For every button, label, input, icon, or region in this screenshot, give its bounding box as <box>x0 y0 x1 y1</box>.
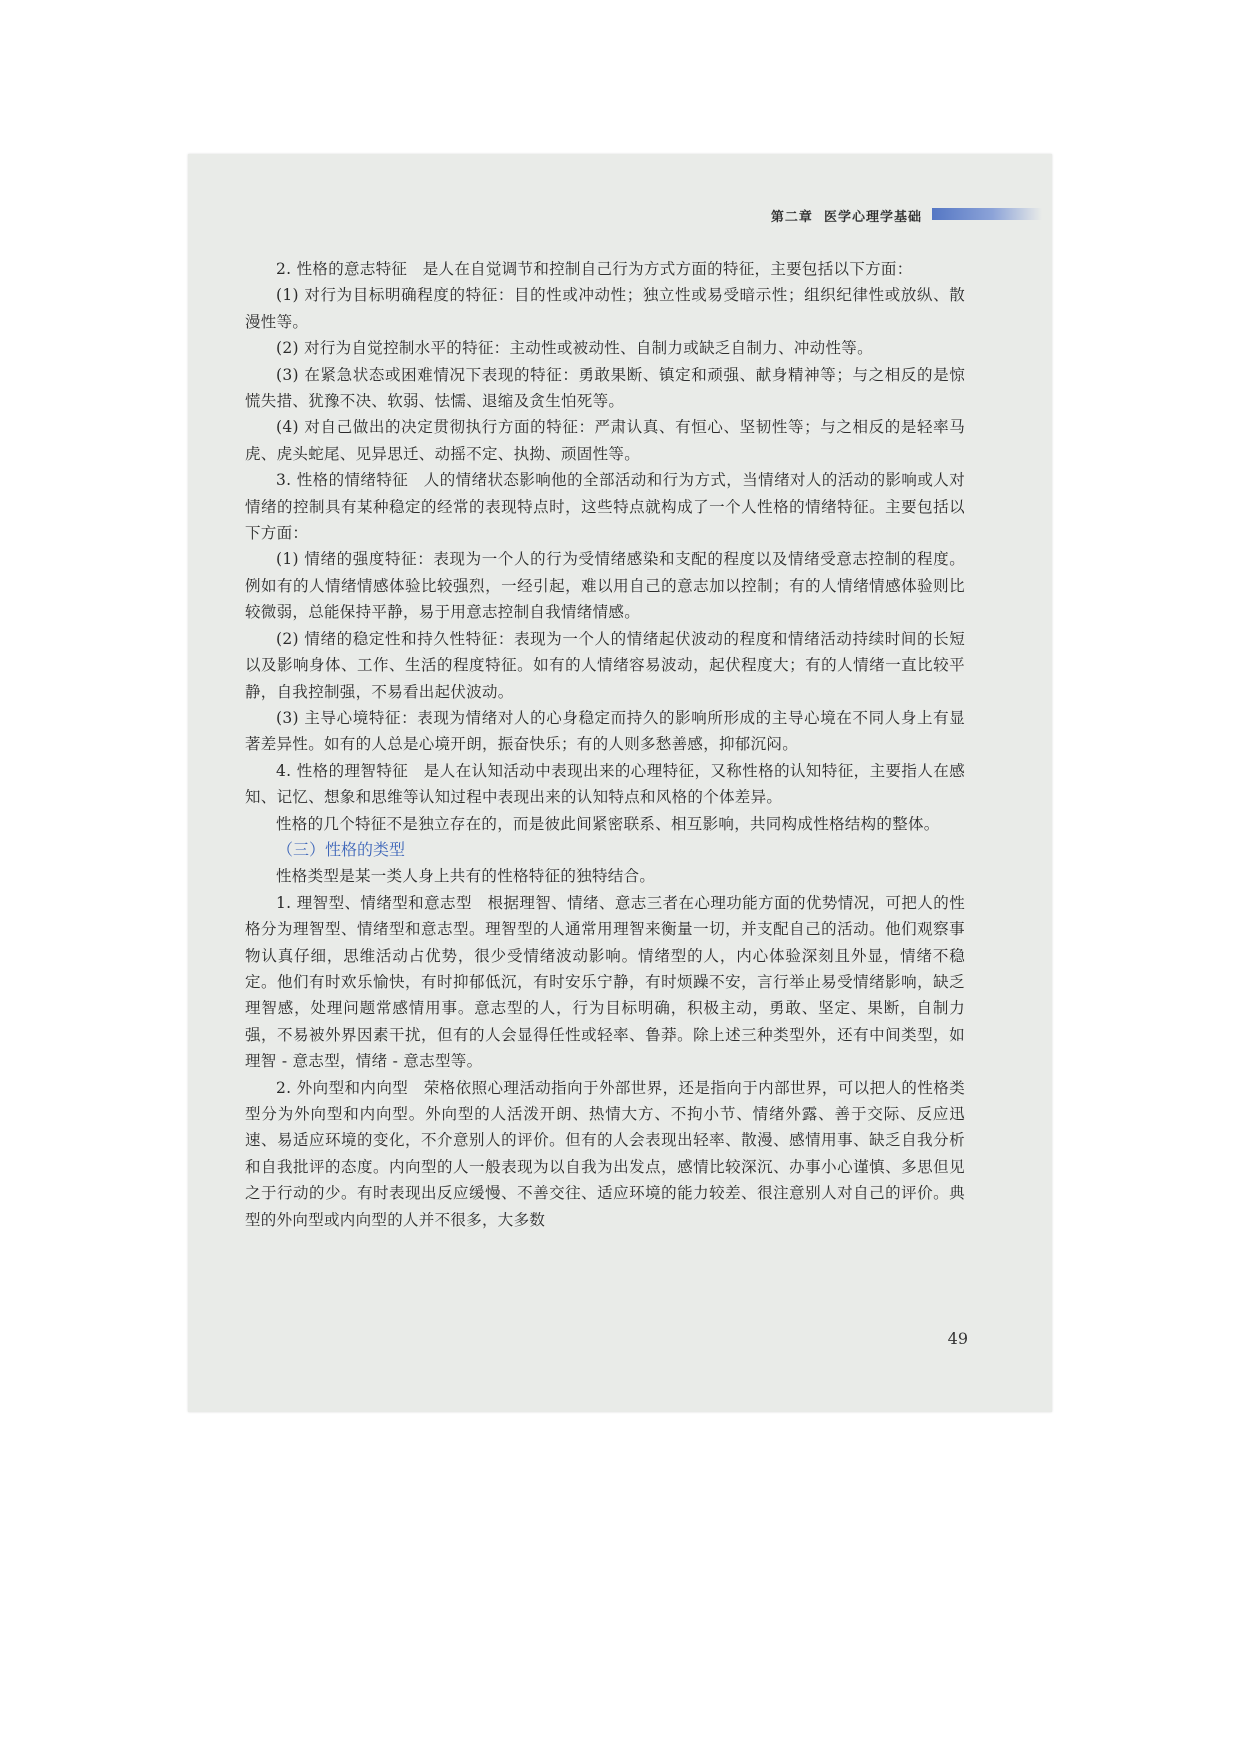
paragraph-lead: 1. 理智型、情绪型和意志型 <box>276 893 472 912</box>
paragraph <box>245 890 965 1075</box>
paragraph: (2) 情绪的稳定性和持久性特征：表现为一个人的情绪起伏波动的程度和情绪活动持续时间的长短以及影响身体、工作、生活的程度特征。如有的人情绪容易波动，起伏程度大；有的人情绪一直比较平静，自我控制强，不易看出起伏波动。 <box>245 629 965 701</box>
paragraph <box>245 467 965 546</box>
book-page <box>188 154 1052 1412</box>
paragraph: (1) 情绪的强度特征：表现为一个人的行为受情绪感染和支配的程度以及情绪受意志控制的程度。例如有的人情绪情感体验比较强烈，一经引起，难以用自己的意志加以控制；有的人情绪情感体验则比较微弱，总能保持平静，易于用意志控制自我情绪情感。 <box>245 550 965 622</box>
paragraph-text: 人的情绪状态影响他的全部活动和行为方式，当情绪对人的活动的影响或人对情绪的控制具有某种稳定的经常的表现特点时，这些特点就构成了一个人性格的情绪特征。主要包括以下方面： <box>245 471 966 543</box>
paragraph-lead: 2. 性格的意志特征 <box>276 260 408 278</box>
paragraph: (3) 在紧急状态或困难情况下表现的特征：勇敢果断、镇定和顽强、献身精神等；与之相反的是惊慌失措、犹豫不决、软弱、怯懦、退缩及贪生怕死等。 <box>245 365 965 411</box>
paragraph: (4) 对自己做出的决定贯彻执行方面的特征：严肃认真、有恒心、坚韧性等；与之相反的是轻率马虎、虎头蛇尾、见异思迁、动摇不定、执拗、顽固性等。 <box>245 418 965 463</box>
paragraph: (1) 对行为目标明确程度的特征：目的性或冲动性；独立性或易受暗示性；组织纪律性或放纵、散漫性等。 <box>245 286 965 331</box>
paragraph-text: 荣格依照心理活动指向于外部世界，还是指向于内部世界，可以把人的性格类型分为外向型和内向型。外向型的人活泼开朗、热情大方、不拘小节、情绪外露、善于交际、反应迅速、易适应环境的变化，不介意别人的评价。但有的人会表现出轻率、散漫、感情用事、缺乏自我分析和自我批评的态度。内向型的人一般表现为以自我为出发点，感情比较深沉、办事小心谨慎、多思但见之于行动的少。有时表现出反应缓慢、不善交往、适应环境的能力较差、很注意别人对自己的评价。典型的外向型或内向型的人并不很多，大多数 <box>245 1078 966 1229</box>
paragraph: 性格的几个特征不是独立存在的，而是彼此间紧密联系、相互影响，共同构成性格结构的整体。 <box>276 814 940 833</box>
running-head <box>771 206 922 225</box>
paragraph-lead: 2. 外向型和内向型 <box>276 1078 409 1097</box>
paragraph <box>245 256 965 282</box>
paragraph-text: 是人在认知活动中表现出来的心理特征，又称性格的认知特征，主要指人在感知、记忆、想象和思维等认知过程中表现出来的认知特点和风格的个体差异。 <box>245 761 966 807</box>
header-accent-bar <box>932 208 1042 220</box>
section-heading: （三）性格的类型 <box>277 839 406 859</box>
paragraph <box>245 758 965 811</box>
body-text <box>245 256 965 1233</box>
paragraph-lead: 3. 性格的情绪特征 <box>276 471 409 490</box>
paragraph-text: 根据理智、情绪、意志三者在心理功能方面的优势情况，可把人的性格分为理智型、情绪型和意志型。理智型的人通常用理智来衡量一切，并支配自己的活动。他们观察事物认真仔细，思维活动占优势，很少受情绪波动影响。情绪型的人，内心体验深刻且外显，情绪不稳定。他们有时欢乐愉快，有时抑郁低沉，有时安乐宁静，有时烦躁不安，言行举止易受情绪影响，缺乏理智感，处理问题常感情用事。意志型的人，行为目标明确，积极主动，勇敢、坚定、果断，自制力强，不易被外界因素干扰，但有的人会显得任性或轻率、鲁莽。除上述三种类型外，还有中间类型，如理智 - 意志型，情绪 - 意志型等。 <box>245 893 965 1071</box>
paragraph: 性格类型是某一类人身上共有的性格特征的独特结合。 <box>276 867 656 886</box>
paragraph <box>245 1075 965 1233</box>
paragraph-text: 是人在自觉调节和控制自己行为方式方面的特征，主要包括以下方面： <box>422 260 913 278</box>
paragraph: (3) 主导心境特征：表现为情绪对人的心身稳定而持久的影响所形成的主导心境在不同人身上有显著差异性。如有的人总是心境开朗，振奋快乐；有的人则多愁善感，抑郁沉闷。 <box>245 708 965 754</box>
chapter-number: 第二章 <box>770 210 813 225</box>
paragraph-lead: 4. 性格的理智特征 <box>276 761 409 780</box>
page-number: 49 <box>947 1329 968 1348</box>
chapter-title: 医学心理学基础 <box>823 210 922 225</box>
paragraph: (2) 对行为自觉控制水平的特征：主动性或被动性、自制力或缺乏自制力、冲动性等。 <box>276 339 873 358</box>
